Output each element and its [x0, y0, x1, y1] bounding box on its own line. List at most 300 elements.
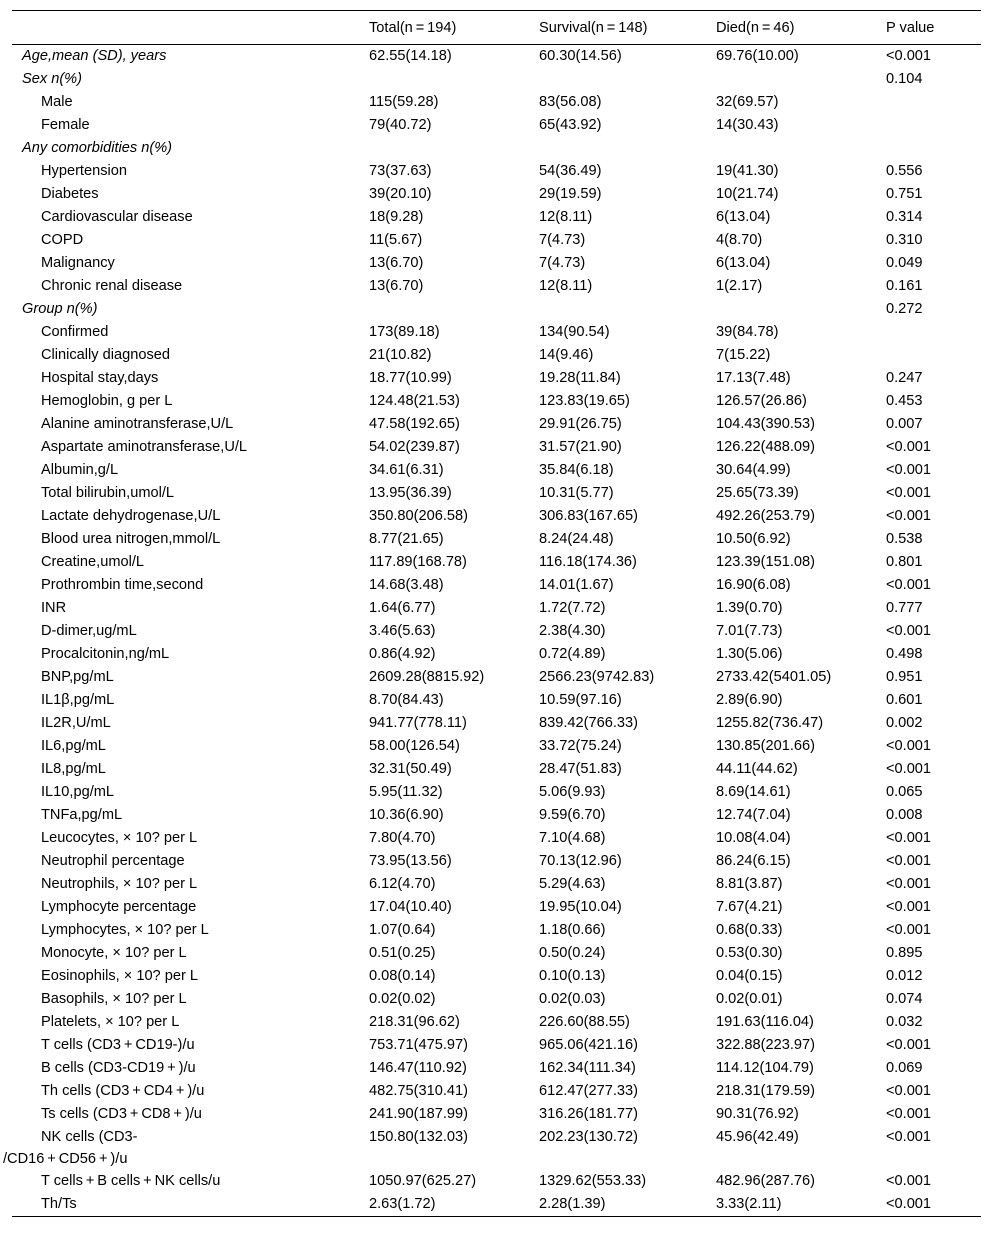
- table-row: [12, 482, 981, 505]
- row-label: [12, 965, 369, 988]
- survival-cell: 28.47(51.83): [539, 761, 622, 777]
- p-value-cell: 0.074: [886, 991, 923, 1007]
- total-cell: 0.08(0.14): [369, 968, 436, 984]
- survival-cell: 0.10(0.13): [539, 968, 606, 984]
- row-label-text: B cells (CD3-CD19 + )/u: [41, 1060, 196, 1076]
- p-value-cell: <0.001: [886, 853, 932, 869]
- table-row: [12, 942, 981, 965]
- row-label-text: Malignancy: [41, 255, 115, 271]
- row-label: [12, 68, 369, 91]
- table-row: [12, 735, 981, 758]
- survival-cell: 35.84(6.18): [539, 462, 614, 478]
- survival-cell: 0.02(0.03): [539, 991, 606, 1007]
- p-value-cell: 0.498: [886, 646, 923, 662]
- died-cell: 130.85(201.66): [716, 738, 815, 754]
- died-cell: 0.04(0.15): [716, 968, 783, 984]
- row-label: [12, 505, 369, 528]
- row-label-text: Platelets, × 10? per L: [41, 1014, 180, 1030]
- total-cell: 5.95(11.32): [369, 784, 443, 800]
- row-label-text: Male: [41, 94, 73, 110]
- p-value-cell: 0.310: [886, 232, 923, 248]
- row-label: [12, 252, 369, 275]
- table-row: [12, 275, 981, 298]
- row-label-text: Basophils, × 10? per L: [41, 991, 187, 1007]
- p-value-cell: <0.001: [886, 577, 932, 593]
- row-label: [12, 528, 369, 551]
- died-cell: 6(13.04): [716, 255, 771, 271]
- header-row: [12, 11, 981, 45]
- p-value-cell: 0.601: [886, 692, 923, 708]
- row-label-text: Clinically diagnosed: [41, 347, 170, 363]
- total-cell: 941.77(778.11): [369, 715, 467, 731]
- table-header: [12, 11, 981, 45]
- survival-cell: 29.91(26.75): [539, 416, 622, 432]
- p-value-cell: <0.001: [886, 899, 932, 915]
- table-row: [12, 781, 981, 804]
- table-row: [12, 45, 981, 69]
- survival-cell: 54(36.49): [539, 163, 602, 179]
- total-cell: 17.04(10.40): [369, 899, 452, 915]
- row-label-text: Sex n(%): [22, 71, 83, 87]
- clinical-characteristics-table: [3, 10, 981, 1217]
- died-cell: 12.74(7.04): [716, 807, 791, 823]
- p-value-cell: <0.001: [886, 738, 932, 754]
- survival-cell: 0.72(4.89): [539, 646, 606, 662]
- table-row: [12, 873, 981, 896]
- survival-cell: 19.28(11.84): [539, 370, 621, 386]
- table-row: [12, 1126, 981, 1170]
- table-row: [12, 850, 981, 873]
- row-label-text: BNP,pg/mL: [41, 669, 114, 685]
- p-value-cell: 0.538: [886, 531, 923, 547]
- table-row: [12, 528, 981, 551]
- header-cell-died: Died(n = 46): [716, 11, 886, 45]
- total-cell: 241.90(187.99): [369, 1106, 468, 1122]
- total-cell: 54.02(239.87): [369, 439, 460, 455]
- total-cell: [369, 137, 539, 160]
- p-value-cell: [886, 344, 981, 367]
- survival-cell: [539, 137, 716, 160]
- died-cell: 1255.82(736.47): [716, 715, 824, 731]
- table-row: [12, 413, 981, 436]
- row-label-text: Chronic renal disease: [41, 278, 183, 294]
- header-cell-total: Total(n = 194): [369, 11, 539, 45]
- row-label: [12, 321, 369, 344]
- row-label: [12, 781, 369, 804]
- total-cell: 1.64(6.77): [369, 600, 436, 616]
- table-row: [12, 1080, 981, 1103]
- p-value-cell: 0.314: [886, 209, 923, 225]
- table-row: [12, 620, 981, 643]
- table-row: [12, 758, 981, 781]
- table-row: [12, 298, 981, 321]
- died-cell: 19(41.30): [716, 163, 779, 179]
- died-cell: 218.31(179.59): [716, 1083, 815, 1099]
- p-value-cell: [886, 137, 981, 160]
- p-value-cell: 0.247: [886, 370, 923, 386]
- table-row: [12, 252, 981, 275]
- p-value-cell: <0.001: [886, 1173, 932, 1189]
- p-value-cell: <0.001: [886, 623, 932, 639]
- died-cell: 123.39(151.08): [716, 554, 815, 570]
- row-label: [12, 804, 369, 827]
- row-label-text: Female: [41, 117, 90, 133]
- row-label: [12, 45, 369, 69]
- row-label: [12, 551, 369, 574]
- survival-cell: 965.06(421.16): [539, 1037, 638, 1053]
- total-cell: 13(6.70): [369, 278, 424, 294]
- died-cell: 492.26(253.79): [716, 508, 815, 524]
- row-label: [12, 712, 369, 735]
- header-cell-p-value: P value: [886, 11, 981, 45]
- survival-cell: 2566.23(9742.83): [539, 669, 655, 685]
- survival-cell: 134(90.54): [539, 324, 610, 340]
- row-label-text: Th/Ts: [41, 1196, 77, 1212]
- survival-cell: [539, 68, 716, 91]
- died-cell: 1.39(0.70): [716, 600, 783, 616]
- table-row: [12, 804, 981, 827]
- row-label-text: Leucocytes, × 10? per L: [41, 830, 198, 846]
- table-row: [12, 1193, 981, 1217]
- died-cell: 7.01(7.73): [716, 623, 783, 639]
- died-cell: 10.08(4.04): [716, 830, 791, 846]
- survival-cell: 123.83(19.65): [539, 393, 630, 409]
- total-cell: 0.02(0.02): [369, 991, 436, 1007]
- died-cell: 69.76(10.00): [716, 48, 799, 64]
- p-value-cell: <0.001: [886, 922, 932, 938]
- table-row: [12, 827, 981, 850]
- row-label-text: Neutrophils, × 10? per L: [41, 876, 198, 892]
- row-label: [12, 137, 369, 160]
- row-label: [12, 666, 369, 689]
- row-label-text: Albumin,g/L: [41, 462, 119, 478]
- total-cell: 117.89(168.78): [369, 554, 467, 570]
- died-cell: 114.12(104.79): [716, 1060, 814, 1076]
- p-value-cell: 0.007: [886, 416, 923, 432]
- total-cell: 18.77(10.99): [369, 370, 452, 386]
- row-label-text: INR: [41, 600, 67, 616]
- row-label-text: Any comorbidities n(%): [22, 140, 173, 156]
- row-label-text: T cells + B cells + NK cells/u: [41, 1173, 221, 1189]
- p-value-cell: 0.032: [886, 1014, 923, 1030]
- p-value-cell: <0.001: [886, 1193, 981, 1217]
- total-cell: [369, 68, 539, 91]
- died-cell: [716, 68, 886, 91]
- table-row: [12, 137, 981, 160]
- row-label: [12, 1011, 369, 1034]
- survival-cell: 116.18(174.36): [539, 554, 637, 570]
- total-cell: 3.46(5.63): [369, 623, 436, 639]
- row-label-text: D-dimer,ug/mL: [41, 623, 137, 639]
- total-cell: 21(10.82): [369, 347, 432, 363]
- p-value-cell: 0.049: [886, 255, 923, 271]
- row-label-text: Blood urea nitrogen,mmol/L: [41, 531, 221, 547]
- total-cell: 6.12(4.70): [369, 876, 436, 892]
- survival-cell: 162.34(111.34): [539, 1060, 636, 1076]
- total-cell: 7.80(4.70): [369, 830, 436, 846]
- p-value-cell: <0.001: [886, 48, 932, 64]
- row-label: [12, 206, 369, 229]
- survival-cell: 7(4.73): [539, 232, 586, 248]
- survival-cell: 8.24(24.48): [539, 531, 614, 547]
- died-cell: 2733.42(5401.05): [716, 669, 832, 685]
- row-label: [12, 160, 369, 183]
- total-cell: 47.58(192.65): [369, 416, 460, 432]
- p-value-cell: <0.001: [886, 1083, 932, 1099]
- survival-cell: 226.60(88.55): [539, 1014, 630, 1030]
- row-label-text: Confirmed: [41, 324, 109, 340]
- table-row: [12, 344, 981, 367]
- total-cell: 124.48(21.53): [369, 393, 460, 409]
- table-row: [12, 965, 981, 988]
- survival-cell: 29(19.59): [539, 186, 602, 202]
- total-cell: 115(59.28): [369, 94, 439, 110]
- p-value-cell: <0.001: [886, 508, 932, 524]
- header-cell-survival: Survival(n = 148): [539, 11, 716, 45]
- p-value-cell: <0.001: [886, 462, 932, 478]
- row-label: [12, 229, 369, 252]
- table-row: [12, 551, 981, 574]
- survival-cell: 7(4.73): [539, 255, 586, 271]
- row-label: [12, 1080, 369, 1103]
- survival-cell: 14.01(1.67): [539, 577, 614, 593]
- row-label-text: Ts cells (CD3 + CD8 + )/u: [41, 1106, 202, 1122]
- p-value-cell: 0.453: [886, 393, 923, 409]
- survival-cell: 202.23(130.72): [539, 1129, 638, 1145]
- died-cell: 126.22(488.09): [716, 439, 815, 455]
- survival-cell: 9.59(6.70): [539, 807, 606, 823]
- p-value-cell: <0.001: [886, 485, 932, 501]
- died-cell: 0.53(0.30): [716, 945, 783, 961]
- p-value-cell: <0.001: [886, 439, 932, 455]
- row-label-text: Th cells (CD3 + CD4 + )/u: [41, 1083, 205, 1099]
- total-cell: 73.95(13.56): [369, 853, 452, 869]
- survival-cell: 70.13(12.96): [539, 853, 622, 869]
- row-label: [12, 735, 369, 758]
- p-value-cell: 0.012: [886, 968, 923, 984]
- row-label-text: Creatine,umol/L: [41, 554, 145, 570]
- table-row: [12, 712, 981, 735]
- total-cell: 58.00(126.54): [369, 738, 460, 754]
- row-label: [12, 758, 369, 781]
- total-cell: 79(40.72): [369, 117, 432, 133]
- survival-cell: 1329.62(553.33): [539, 1173, 647, 1189]
- row-label-text: T cells (CD3 + CD19-)/u: [41, 1037, 195, 1053]
- p-value-cell: 0.895: [886, 945, 923, 961]
- row-label-text: IL2R,U/mL: [41, 715, 111, 731]
- table-row: [12, 91, 981, 114]
- total-cell: 34.61(6.31): [369, 462, 444, 478]
- died-cell: 39(84.78): [716, 324, 779, 340]
- table-row: [12, 68, 981, 91]
- p-value-cell: 0.002: [886, 715, 923, 731]
- row-label: [12, 298, 369, 321]
- row-label-text: Aspartate aminotransferase,U/L: [41, 439, 248, 455]
- p-value-cell: 0.008: [886, 807, 923, 823]
- table-row: [12, 1170, 981, 1193]
- total-cell: 173(89.18): [369, 324, 440, 340]
- p-value-cell: <0.001: [886, 830, 932, 846]
- died-cell: 104.43(390.53): [716, 416, 815, 432]
- row-label-text: Diabetes: [41, 186, 99, 202]
- row-label-text: Lactate dehydrogenase,U/L: [41, 508, 221, 524]
- died-cell: 0.02(0.01): [716, 991, 783, 1007]
- total-cell: 150.80(132.03): [369, 1129, 468, 1145]
- row-label-text: Lymphocytes, × 10? per L: [41, 922, 209, 938]
- total-cell: 1050.97(625.27): [369, 1173, 477, 1189]
- row-label: [12, 1103, 369, 1126]
- row-label: [12, 643, 369, 666]
- died-cell: 8.69(14.61): [716, 784, 791, 800]
- table-row: [12, 390, 981, 413]
- row-label-line: NK cells (CD3-: [41, 1129, 138, 1145]
- row-label: [12, 597, 369, 620]
- table-body: [3, 45, 981, 1217]
- total-cell: 1.07(0.64): [369, 922, 436, 938]
- survival-cell: 12(8.11): [539, 209, 593, 225]
- row-label: [12, 873, 369, 896]
- total-cell: 11(5.67): [369, 232, 423, 248]
- died-cell: 1(2.17): [716, 278, 763, 294]
- survival-cell: 1.18(0.66): [539, 922, 606, 938]
- row-label: [12, 114, 369, 137]
- row-label-text: Total bilirubin,umol/L: [41, 485, 175, 501]
- p-value-cell: <0.001: [886, 1106, 932, 1122]
- died-cell: 3.33(2.11): [716, 1193, 886, 1217]
- p-value-cell: 0.751: [886, 186, 923, 202]
- total-cell: 73(37.63): [369, 163, 432, 179]
- row-label: [12, 1170, 369, 1193]
- p-value-cell: <0.001: [886, 1037, 932, 1053]
- row-label: [3, 1126, 369, 1170]
- total-cell: 10.36(6.90): [369, 807, 444, 823]
- table-row: [12, 896, 981, 919]
- table-row: [12, 574, 981, 597]
- table-row: [12, 988, 981, 1011]
- survival-cell: 612.47(277.33): [539, 1083, 638, 1099]
- p-value-cell: 0.161: [886, 278, 923, 294]
- row-label: [12, 620, 369, 643]
- p-value-cell: 0.104: [886, 71, 923, 87]
- survival-cell: 2.28(1.39): [539, 1193, 716, 1217]
- died-cell: 16.90(6.08): [716, 577, 791, 593]
- total-cell: 13(6.70): [369, 255, 424, 271]
- survival-cell: 31.57(21.90): [539, 439, 622, 455]
- p-value-cell: <0.001: [886, 761, 932, 777]
- died-cell: 4(8.70): [716, 232, 763, 248]
- died-cell: 30.64(4.99): [716, 462, 791, 478]
- survival-cell: 316.26(181.77): [539, 1106, 638, 1122]
- p-value-cell: 0.272: [886, 301, 923, 317]
- died-cell: 1.30(5.06): [716, 646, 783, 662]
- died-cell: 10.50(6.92): [716, 531, 791, 547]
- survival-cell: 2.38(4.30): [539, 623, 606, 639]
- table-row: [12, 597, 981, 620]
- table-row: [12, 367, 981, 390]
- row-label: [12, 1034, 369, 1057]
- survival-cell: [539, 298, 716, 321]
- total-cell: 8.77(21.65): [369, 531, 444, 547]
- row-label-text: Eosinophils, × 10? per L: [41, 968, 198, 984]
- p-value-cell: 0.065: [886, 784, 923, 800]
- survival-cell: 83(56.08): [539, 94, 602, 110]
- table-row: [12, 666, 981, 689]
- p-value-cell: 0.951: [886, 669, 923, 685]
- row-label-text: Hospital stay,days: [41, 370, 159, 386]
- table-row: [12, 919, 981, 942]
- p-value-cell: 0.777: [886, 600, 923, 616]
- died-cell: 25.65(73.39): [716, 485, 799, 501]
- survival-cell: 5.06(9.93): [539, 784, 606, 800]
- row-label: [12, 183, 369, 206]
- row-label: [12, 275, 369, 298]
- p-value-cell: [886, 321, 981, 344]
- died-cell: 17.13(7.48): [716, 370, 791, 386]
- total-cell: 62.55(14.18): [369, 48, 452, 64]
- survival-cell: 7.10(4.68): [539, 830, 606, 846]
- table-row: [12, 436, 981, 459]
- survival-cell: 33.72(75.24): [539, 738, 622, 754]
- total-cell: 0.51(0.25): [369, 945, 436, 961]
- row-label-text: IL8,pg/mL: [41, 761, 106, 777]
- row-label-text: IL10,pg/mL: [41, 784, 115, 800]
- row-label: [12, 942, 369, 965]
- died-cell: 10(21.74): [716, 186, 779, 202]
- died-cell: 86.24(6.15): [716, 853, 791, 869]
- row-label-text: Prothrombin time,second: [41, 577, 204, 593]
- total-cell: 14.68(3.48): [369, 577, 444, 593]
- table-row: [12, 1011, 981, 1034]
- row-label: [12, 459, 369, 482]
- total-cell: 13.95(36.39): [369, 485, 452, 501]
- died-cell: 0.68(0.33): [716, 922, 783, 938]
- survival-cell: 14(9.46): [539, 347, 594, 363]
- p-value-cell: [886, 114, 981, 137]
- died-cell: 90.31(76.92): [716, 1106, 799, 1122]
- died-cell: 2.89(6.90): [716, 692, 783, 708]
- survival-cell: 12(8.11): [539, 278, 593, 294]
- table-row: [12, 1057, 981, 1080]
- row-label-text: Neutrophil percentage: [41, 853, 185, 869]
- row-label: [12, 827, 369, 850]
- died-cell: 44.11(44.62): [716, 761, 798, 777]
- table-row: [12, 1034, 981, 1057]
- survival-cell: 10.31(5.77): [539, 485, 614, 501]
- survival-cell: 65(43.92): [539, 117, 602, 133]
- died-cell: 126.57(26.86): [716, 393, 807, 409]
- p-value-cell: 0.801: [886, 554, 923, 570]
- total-cell: 0.86(4.92): [369, 646, 436, 662]
- row-label: [12, 896, 369, 919]
- row-label: [12, 390, 369, 413]
- survival-cell: 0.50(0.24): [539, 945, 606, 961]
- row-label: [12, 1057, 369, 1080]
- died-cell: [716, 298, 886, 321]
- died-cell: 7.67(4.21): [716, 899, 783, 915]
- p-value-cell: 0.556: [886, 163, 923, 179]
- row-label: [12, 689, 369, 712]
- row-label-text: Alanine aminotransferase,U/L: [41, 416, 234, 432]
- row-label: [12, 850, 369, 873]
- survival-cell: 60.30(14.56): [539, 48, 622, 64]
- total-cell: 2609.28(8815.92): [369, 669, 485, 685]
- row-label: [12, 367, 369, 390]
- row-label: [12, 436, 369, 459]
- row-label-text: Group n(%): [22, 301, 98, 317]
- table-row: [12, 505, 981, 528]
- row-label: [12, 91, 369, 114]
- total-cell: 146.47(110.92): [369, 1060, 467, 1076]
